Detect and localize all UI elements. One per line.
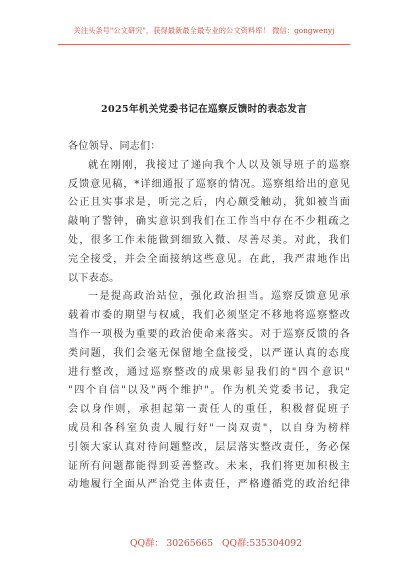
paragraph-line: 完全接受，并会全面接纳这些意见。在此，我严肃地作出 (68, 253, 350, 265)
paragraph-line: 进行整改，通过巡察整改的成果彰显我们的"四个意识" (68, 366, 350, 378)
paragraph-line: 以下表态。 (68, 272, 120, 284)
header-banner: 关注头条号"公文研究"，获得最新最全最专业的公文资料库！ 微信：gongwenyj (73, 26, 335, 35)
paragraph-line: 当作一项极为重要的政治使命来落实。对于巡察反馈的各 (68, 328, 350, 340)
paragraph-line: 敲响了警钟，确实意识到我们在工作当中存在不少粗疏之 (68, 216, 350, 228)
paragraph-line: 证所有问题都能得到妥善整改。未来，我们将更加积极主 (68, 460, 350, 472)
paragraph-line: 载着市委的期望与权威，我们必须坚定不移地将巡察整改 (68, 310, 350, 322)
footer-qq-group-2: QQ群:535304092 (222, 538, 302, 549)
paragraph-line: 一是提高政治站位，强化政治担当。巡察反馈意见承 (88, 291, 350, 303)
paragraph-line: 反馈意见稿，*详细通报了巡察的情况。巡察组给出的意见 (68, 178, 350, 190)
paragraph-line: 成员和各科室负责人履行好"一岗双责"，以自身为榜样 (68, 422, 350, 434)
header-divider (58, 44, 350, 45)
document-title: 2025年机关党委书记在巡察反馈时的表态发言 (101, 104, 307, 115)
paragraph-line: 就在刚刚，我接过了递向我个人以及领导班子的巡察 (88, 159, 350, 171)
paragraph-line: "四个自信"以及"两个维护"。作为机关党委书记，我定 (68, 385, 350, 397)
footer-qq-group-1: QQ群： 30265665 (130, 538, 214, 549)
paragraph-line: 类问题，我们会毫无保留地全盘接受，以严谨认真的态度 (68, 347, 350, 359)
paragraph-line: 动地履行全面从严治党主体责任，严格遵循党的政治纪律 (68, 479, 350, 491)
paragraph-line: 引领大家认真对待问题整改，层层落实整改责任，务必保 (68, 441, 350, 453)
paragraph-line: 会以身作则，承担起第一责任人的重任，积极督促班子 (68, 404, 350, 416)
salutation-line: 各位领导、同志们： (68, 141, 161, 152)
footer-contact (0, 535, 408, 549)
document-body (68, 138, 350, 495)
paragraph-line: 处，很多工作未能做到细致入微、尽善尽美。对此，我们 (68, 234, 350, 246)
paragraph-line: 公正且实事求是，听完之后，内心颇受触动，犹如被当面 (68, 197, 350, 209)
